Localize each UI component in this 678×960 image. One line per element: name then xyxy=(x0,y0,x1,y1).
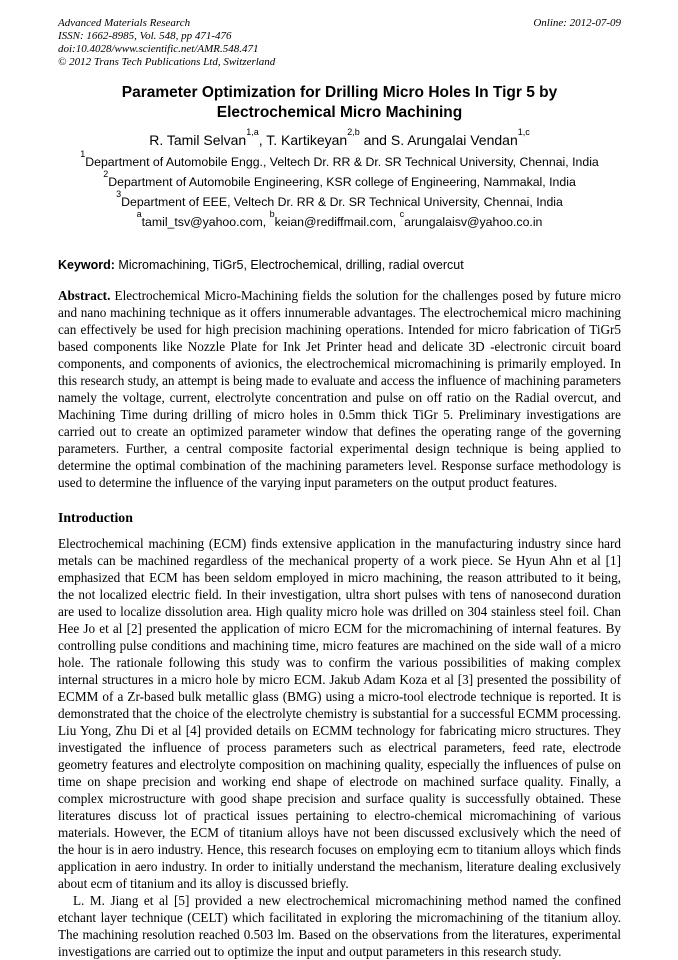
intro-paragraph-2: L. M. Jiang et al [5] provided a new electrochemical micromachining method named the confined etchant layer technique (CELT) which facilitated in exploring the micromachining of the titanium alloy. The machining resolution reached 0.503 lm. Based on the observations from the literatures, experimental investigations are carried out to optimize the input and output parameters in this research study. xyxy=(58,892,621,959)
keywords-label: Keyword: xyxy=(58,257,115,272)
copyright-line: © 2012 Trans Tech Publications Ltd, Switzerland xyxy=(58,55,276,68)
doi-line: doi:10.4028/www.scientific.net/AMR.548.471 xyxy=(58,42,259,55)
affiliation-superscript: 2 xyxy=(103,168,109,179)
authors-line xyxy=(58,127,621,149)
affiliation-1 xyxy=(58,148,621,173)
paper-title-line-1: Parameter Optimization for Drilling Micro Holes In Tigr 5 by xyxy=(121,83,558,101)
running-head xyxy=(58,17,621,69)
affiliation-3 xyxy=(58,188,621,213)
affiliation-text: Department of EEE, Veltech Dr. RR & Dr. SR Technical University, Chennai, India xyxy=(121,194,563,209)
email-address: keian@rediffmail.com, xyxy=(274,214,400,229)
affiliation-2 xyxy=(58,168,621,193)
abstract-label: Abstract. xyxy=(58,287,111,303)
author-superscript: 1,c xyxy=(517,127,530,138)
affiliation-text: Department of Automobile Engg., Veltech Dr. RR & Dr. SR Technical University, Chennai, India xyxy=(85,154,599,169)
email-address: tamil_tsv@yahoo.com, xyxy=(141,214,270,229)
email-address: arungalaisv@yahoo.co.in xyxy=(404,214,543,229)
affiliation-text: Department of Automobile Engineering, KSR college of Engineering, Nammakal, India xyxy=(108,174,576,189)
issn-line: ISSN: 1662-8985, Vol. 548, pp 471-476 xyxy=(58,29,232,42)
affiliation-superscript: 3 xyxy=(116,188,122,199)
author-name: and S. Arungalai Vendan xyxy=(359,131,518,148)
paper-title-line-2: Electrochemical Micro Machining xyxy=(216,104,463,122)
online-date: Online: 2012-07-09 xyxy=(533,17,621,29)
emails-line xyxy=(58,208,621,233)
journal-info xyxy=(58,17,275,69)
journal-name: Advanced Materials Research xyxy=(58,17,191,29)
author-name: R. Tamil Selvan xyxy=(149,131,247,148)
email-superscript: a xyxy=(136,208,142,219)
keywords-line xyxy=(58,258,621,272)
email-superscript: c xyxy=(399,208,405,219)
email-superscript: b xyxy=(269,208,275,219)
intro-paragraph-1: Electrochemical machining (ECM) finds extensive application in the manufacturing industry since hard metals can be machined regardless of the mechanical property of a work piece. Se Hyun Ahn et al [1] emphasized that ECM has been seldom employed in micro machining, the reason attributed to it being, the not localized electric field. In their investigation, ultra short pulses with tens of nanosecond duration are used to localize dissolution area. High quality micro hole was drilled on 304 stainless steel foil. Chan Hee Jo et al [2] presented the application of micro ECM for the micromachining of internal features. By controlling pulse conditions and machining time, micro features are machined on the side wall of a micro hole. The rationale following this study was to confirm the various possibilities of making complex internal structures in a micro hole by micro ECM. Jakub Adam Koza et al [3] presented the possibility of ECMM of a Zr-based bulk metallic glass (BMG) using a micro-tool electrode technique is reported. It is demonstrated that the choice of the electrolyte chemistry is substantial for a successful ECMM processing. Liu Yong, Zhu Di et al [4] provided details on ECMM technology for fabricating micro structures. They investigated the influence of process parameters such as electrical parameters, feed rate, electrode geometry features and electrolyte composition on machining quality, especially the influences of pulse on time on shape precision and working end shape of electrode on machined surface quality. Finally, a complex microstructure with good shape precision and surface quality is successfully obtained. These literatures discuss lot of practical issues pertaining to electro-chemical micromachining of various materials. However, the ECM of titanium alloys have not been discussed exclusively which the need of the hour is in aero industry. Hence, this research focuses on employing ecm to titanium alloys which finds application in aero industry. In order to initially understand the mechanism, literature dealing exclusively about ecm of titanium and its alloy is discussed briefly. xyxy=(58,535,621,891)
affiliations-block xyxy=(58,148,621,233)
abstract-paragraph xyxy=(58,287,621,491)
keywords-text: Micromachining, TiGr5, Electrochemical, drilling, radial overcut xyxy=(114,257,464,272)
paper-title xyxy=(58,83,621,124)
author-superscript: 1,a xyxy=(246,127,259,138)
section-heading-introduction: Introduction xyxy=(58,509,133,525)
author-name: , T. Kartikeyan xyxy=(258,131,348,148)
abstract-text: Electrochemical Micro-Machining fields the solution for the challenges posed by future micro and nano machining technique as it offers innumerable advantages. The electrochemical micro machining can effectively be used for high precision machining operations. Intended for micro fabrication of TiGr5 based components like Nozzle Plate for Ink Jet Printer head and delicate 3D -electronic circuit board components, and components of avionics, the electrochemical micromachining is primarily employed. In this research study, an attempt is being made to evaluate and access the influence of machining parameters namely the voltage, current, electrolyte concentration and pulse on off ratio on the Radial overcut, and Machining Time during drilling of micro holes in 0.5mm thick TiGr 5. Preliminary investigations are carried out to create an optimized parameter window that defines the operating range of the governing parameters. Further, a central composite factorial experimental design technique is being applied to determine the optimal combination of the machining parameters level. Response surface methodology is used to determine the influence of the varying input parameters on the output product features. xyxy=(58,287,621,490)
author-superscript: 2,b xyxy=(347,127,360,138)
affiliation-superscript: 1 xyxy=(80,148,86,159)
